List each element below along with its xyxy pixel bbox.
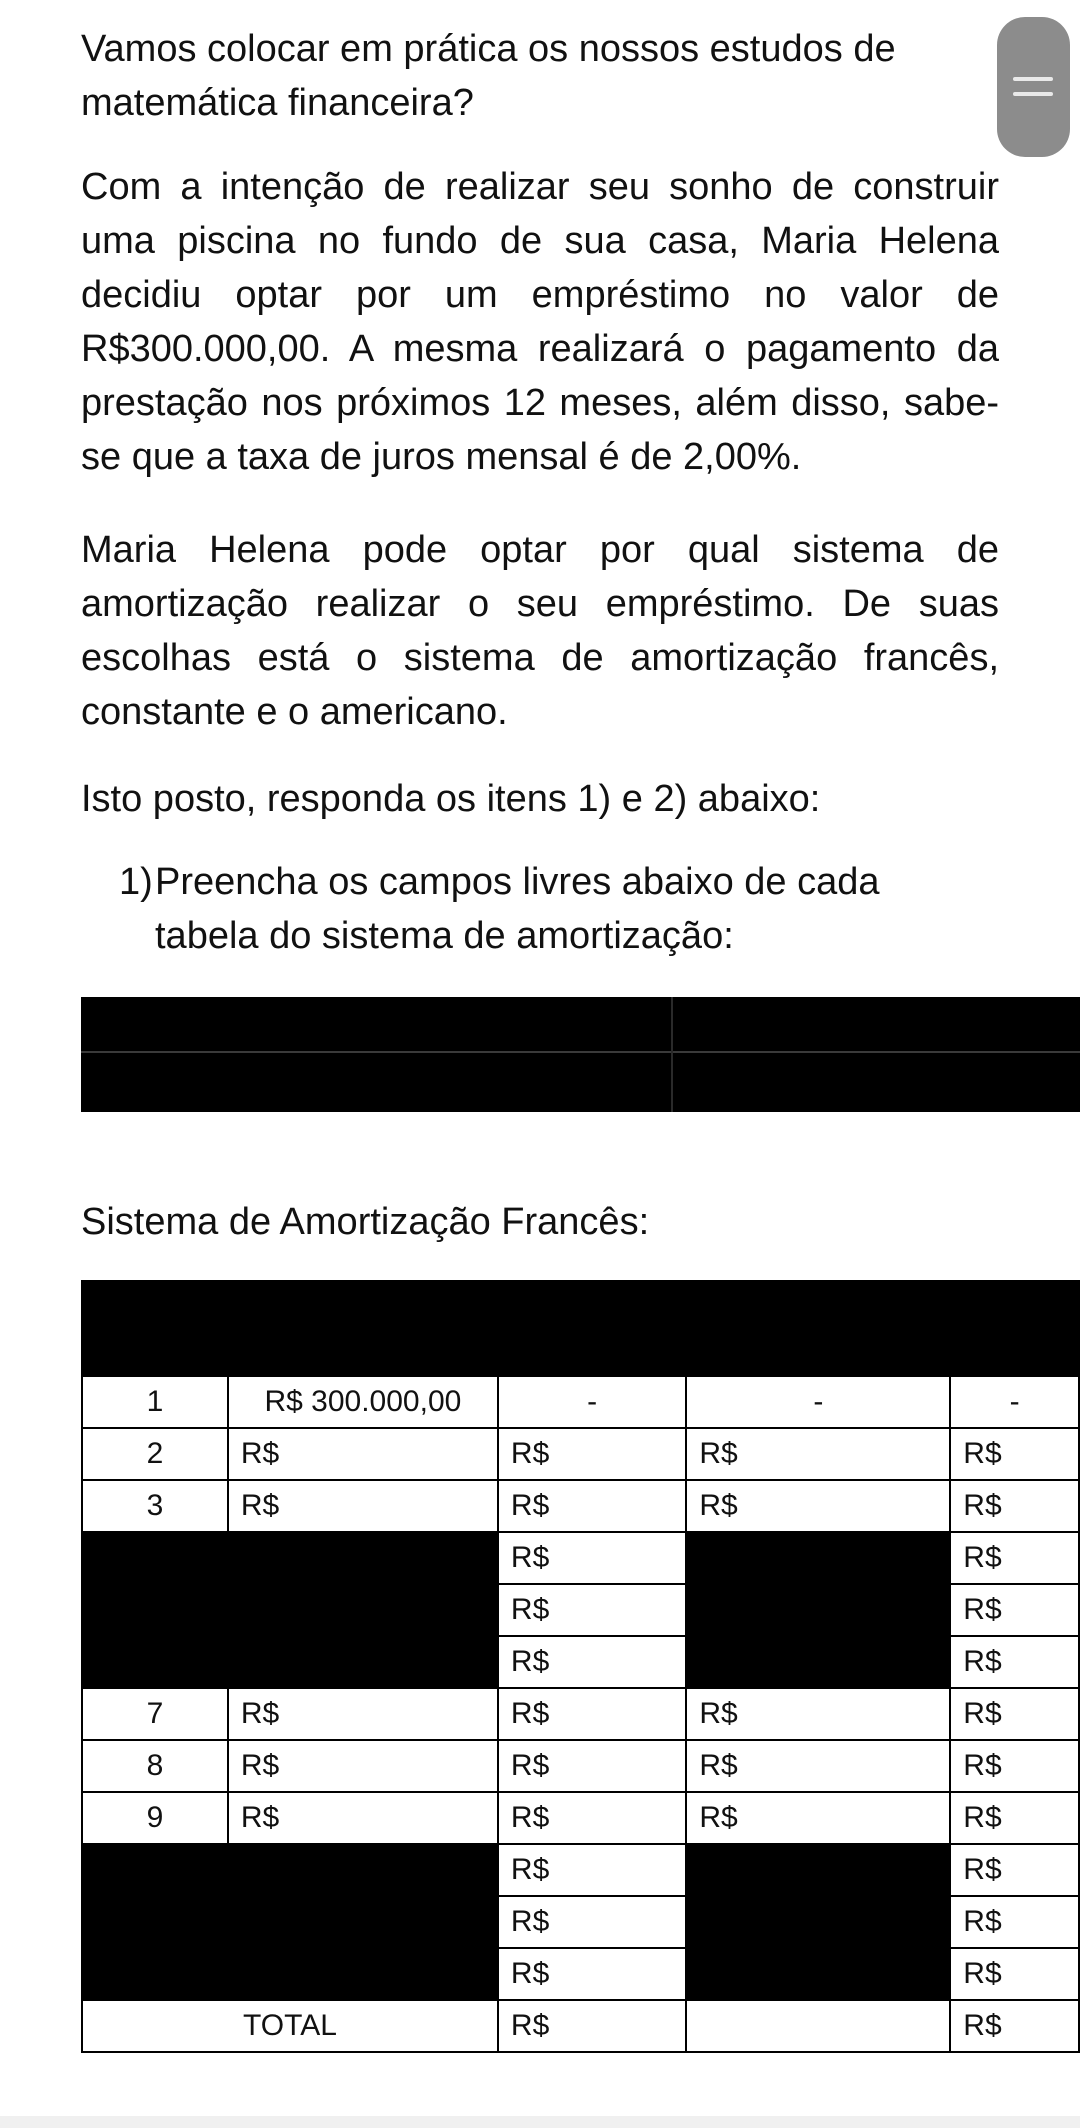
- total-cell[interactable]: R$: [498, 2000, 686, 2052]
- balance-cell[interactable]: R$ 300.000,00: [228, 1376, 498, 1428]
- header-cell: [950, 1281, 1079, 1376]
- options-paragraph: Maria Helena pode optar por qual sistema de amortização realizar o seu empréstimo. De suas escolhas está o sistema de amortização francês, constante e o americano.: [81, 529, 999, 733]
- period-cell: 8: [82, 1740, 228, 1792]
- value-cell[interactable]: R$: [950, 1688, 1079, 1740]
- item-1-line-2: tabela do sistema de amortização:: [155, 915, 734, 957]
- section-title: Sistema de Amortização Francês:: [81, 1201, 650, 1243]
- value-cell[interactable]: R$: [498, 1844, 686, 1896]
- value-cell[interactable]: R$: [498, 1532, 686, 1584]
- value-cell[interactable]: R$: [950, 1792, 1079, 1844]
- redacted-cell: [228, 1636, 498, 1688]
- item-1-number: 1): [119, 861, 153, 903]
- instruction-paragraph: Isto posto, responda os itens 1) e 2) abaixo:: [81, 778, 821, 820]
- table-row: [82, 1584, 1079, 1636]
- redacted-cell: [686, 1636, 950, 1688]
- redacted-cell: [82, 1844, 228, 1896]
- header-cell: [686, 1281, 950, 1376]
- value-cell[interactable]: R$: [498, 1584, 686, 1636]
- redacted-cell: [686, 1584, 950, 1636]
- value-cell[interactable]: R$: [498, 1636, 686, 1688]
- table-row: [82, 1376, 1079, 1428]
- value-cell[interactable]: R$: [950, 1844, 1079, 1896]
- redacted-cell: [686, 1532, 950, 1584]
- balance-cell[interactable]: R$: [228, 1688, 498, 1740]
- table-row: [82, 1792, 1079, 1844]
- redacted-cell: [686, 1948, 950, 2000]
- redacted-cell: [228, 1948, 498, 2000]
- period-cell: 9: [82, 1792, 228, 1844]
- item-1-line-1: Preencha os campos livres abaixo de cada: [155, 861, 880, 903]
- redacted-cell: [228, 1844, 498, 1896]
- table-row: [82, 1428, 1079, 1480]
- french-amortization-table: [81, 1280, 1080, 2053]
- redacted-table: [81, 997, 1080, 1112]
- table-row: [82, 1480, 1079, 1532]
- intro-text: Vamos colocar em prática os nossos estudos de matemática financeira?: [81, 28, 896, 124]
- redacted-cell: [228, 1532, 498, 1584]
- redacted-cell: [228, 1584, 498, 1636]
- table-total-row: [82, 2000, 1079, 2052]
- redacted-cell: [228, 1896, 498, 1948]
- value-cell[interactable]: R$: [686, 1792, 950, 1844]
- table-row: [82, 1532, 1079, 1584]
- value-cell[interactable]: -: [498, 1376, 686, 1428]
- balance-cell[interactable]: R$: [228, 1792, 498, 1844]
- table-row: [82, 1688, 1079, 1740]
- value-cell[interactable]: R$: [950, 1948, 1079, 2000]
- header-cell: [228, 1281, 498, 1376]
- redacted-cell: [82, 1948, 228, 2000]
- value-cell[interactable]: R$: [686, 1480, 950, 1532]
- balance-cell[interactable]: R$: [228, 1428, 498, 1480]
- table-divider: [671, 997, 673, 1112]
- value-cell[interactable]: R$: [498, 1792, 686, 1844]
- value-cell[interactable]: R$: [950, 1480, 1079, 1532]
- value-cell[interactable]: R$: [950, 1636, 1079, 1688]
- balance-cell[interactable]: R$: [228, 1740, 498, 1792]
- value-cell[interactable]: R$: [950, 1740, 1079, 1792]
- value-cell[interactable]: R$: [950, 1896, 1079, 1948]
- redacted-cell: [82, 1636, 228, 1688]
- value-cell[interactable]: R$: [498, 1948, 686, 2000]
- total-label: TOTAL: [82, 2000, 498, 2052]
- table-row: [82, 1844, 1079, 1896]
- handle-line-icon: [1013, 92, 1053, 96]
- value-cell[interactable]: R$: [686, 1740, 950, 1792]
- value-cell[interactable]: -: [950, 1376, 1079, 1428]
- handle-line-icon: [1013, 77, 1053, 81]
- total-cell-empty[interactable]: [686, 2000, 950, 2052]
- redacted-cell: [82, 1584, 228, 1636]
- value-cell[interactable]: R$: [950, 1532, 1079, 1584]
- problem-paragraph: Com a intenção de realizar seu sonho de construir uma piscina no fundo de sua casa, Maria Helena decidiu optar por um empréstimo no valor de R$300.000,00. A mesma realizará o pagamento da prestação nos próximos 12 meses, além disso, sabe-se que a taxa de juros mensal é de 2,00%.: [81, 166, 999, 478]
- period-cell: 3: [82, 1480, 228, 1532]
- value-cell[interactable]: R$: [686, 1688, 950, 1740]
- balance-cell[interactable]: R$: [228, 1480, 498, 1532]
- value-cell[interactable]: -: [686, 1376, 950, 1428]
- redacted-cell: [82, 1896, 228, 1948]
- header-cell: [82, 1281, 228, 1376]
- value-cell[interactable]: R$: [686, 1428, 950, 1480]
- table-row: [82, 1896, 1079, 1948]
- drag-handle[interactable]: [997, 17, 1070, 157]
- value-cell[interactable]: R$: [950, 1428, 1079, 1480]
- redacted-cell: [82, 1532, 228, 1584]
- value-cell[interactable]: R$: [498, 1740, 686, 1792]
- table-row: [82, 1740, 1079, 1792]
- table-header-row: [82, 1281, 1079, 1376]
- value-cell[interactable]: R$: [498, 1480, 686, 1532]
- bottom-bar: [0, 2116, 1080, 2128]
- value-cell[interactable]: R$: [498, 1896, 686, 1948]
- table-row: [82, 1948, 1079, 2000]
- value-cell[interactable]: R$: [498, 1688, 686, 1740]
- redacted-cell: [686, 1896, 950, 1948]
- value-cell[interactable]: R$: [498, 1428, 686, 1480]
- header-cell: [498, 1281, 686, 1376]
- total-cell[interactable]: R$: [950, 2000, 1079, 2052]
- table-divider: [81, 1051, 1080, 1053]
- period-cell: 2: [82, 1428, 228, 1480]
- item-1: [119, 855, 999, 963]
- value-cell[interactable]: R$: [950, 1584, 1079, 1636]
- period-cell: 1: [82, 1376, 228, 1428]
- period-cell: 7: [82, 1688, 228, 1740]
- table-row: [82, 1636, 1079, 1688]
- redacted-cell: [686, 1844, 950, 1896]
